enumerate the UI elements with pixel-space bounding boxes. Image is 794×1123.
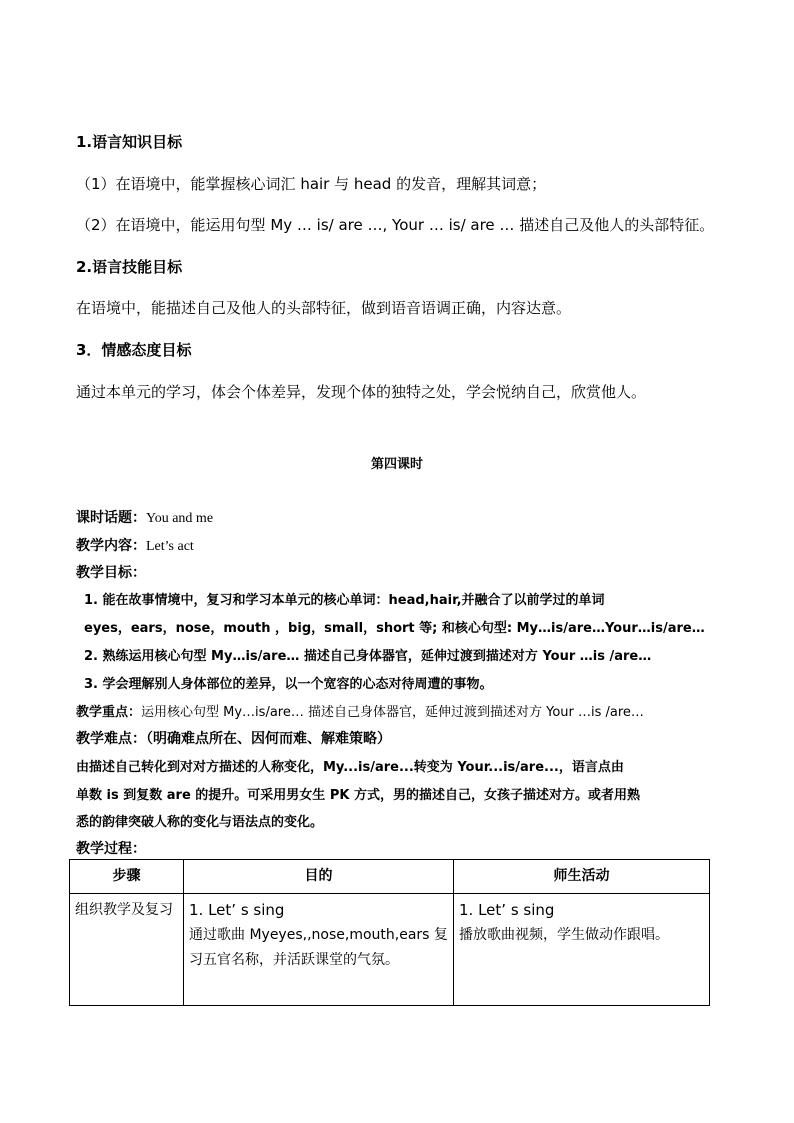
cell-step [70, 894, 184, 1006]
difficulty-line-3: 悉的韵律突破人称的变化与语法点的变化。 [76, 815, 324, 830]
difficulty-line-2: 单数 is 到复数 are 的提升。可采用男女生 PK 方式，男的描述自己，女孩子描述对方。或者用熟 [76, 788, 640, 803]
teaching-difficulty-label: 教学难点：（明确难点所在、因何而难、解难策略） [76, 731, 391, 747]
header-activity: 师生活动 [454, 860, 710, 894]
key-value: 运用核心句型 My…is/are… 描述自己身体器官，延伸过渡到描述对方 Your …is /are… [141, 705, 644, 720]
teaching-key-point [76, 701, 644, 720]
skill-point: 在语境中，能描述自己及他人的头部特征，做到语音语调正确，内容达意。 [76, 299, 572, 317]
table-header-row [70, 860, 710, 894]
goal-heading-attitude: 3．情感态度目标 [76, 341, 192, 359]
content-value: Let’s act [146, 539, 194, 554]
header-step: 步骤 [70, 860, 184, 894]
teaching-goal-1-line2: eyes，ears，nose，mouth ，big，small，short 等; 和核心句型: My…is/are…Your…is/are… [84, 621, 705, 636]
cell-activity [454, 894, 710, 1006]
lesson-title: 第四课时 [370, 457, 423, 472]
difficulty-line-1: 由描述自己转化到对对方描述的人称变化，My...is/are...转变为 Your...is/are...，语言点由 [76, 760, 624, 775]
step-text: 组织教学及复习 [75, 902, 173, 918]
teaching-goal-2: 2. 熟练运用核心句型 My…is/are… 描述自己身体器官，延伸过渡到描述对方 Your …is /are… [84, 649, 652, 664]
activity-text: 播放歌曲视频，学生做动作跟唱。 [459, 927, 669, 943]
lesson-content [76, 535, 194, 555]
goal-heading-skill: 2.语言技能目标 [76, 258, 183, 276]
teaching-process-table [69, 859, 710, 1006]
teaching-goal-3: 3. 学会理解别人身体部位的差异，以一个宽容的心态对待周遭的事物。 [84, 677, 493, 692]
purpose-title: 1. Let’ s sing [189, 901, 285, 919]
header-purpose: 目的 [184, 860, 454, 894]
attitude-point: 通过本单元的学习，体会个体差异，发现个体的独特之处，学会悦纳自己，欣赏他人。 [76, 383, 647, 401]
knowledge-point-1: （1）在语境中，能掌握核心词汇 hair 与 head 的发音，理解其词意； [76, 175, 547, 193]
knowledge-point-2: （2）在语境中，能运用句型 My … is/ are …, Your … is/ are … 描述自己及他人的头部特征。 [76, 216, 715, 234]
teaching-process-label: 教学过程： [76, 841, 146, 857]
key-label: 教学重点： [76, 705, 142, 720]
topic-label: 课时话题： [76, 510, 146, 526]
teaching-goal-1-line1: 1. 能在故事情境中，复习和学习本单元的核心单词：head,hair,并融合了以前学过的单词 [84, 593, 605, 608]
activity-title: 1. Let’ s sing [459, 901, 555, 919]
table-row [70, 894, 710, 1006]
cell-purpose [184, 894, 454, 1006]
topic-value: You and me [146, 511, 214, 526]
purpose-text: 通过歌曲 Myeyes,,nose,mouth,ears 复习五官名称，并活跃课堂的气氛。 [189, 927, 448, 968]
lesson-topic [76, 507, 213, 527]
goal-heading-knowledge: 1.语言知识目标 [76, 133, 183, 151]
teaching-goals-label: 教学目标： [76, 565, 146, 581]
content-label: 教学内容： [76, 538, 146, 554]
